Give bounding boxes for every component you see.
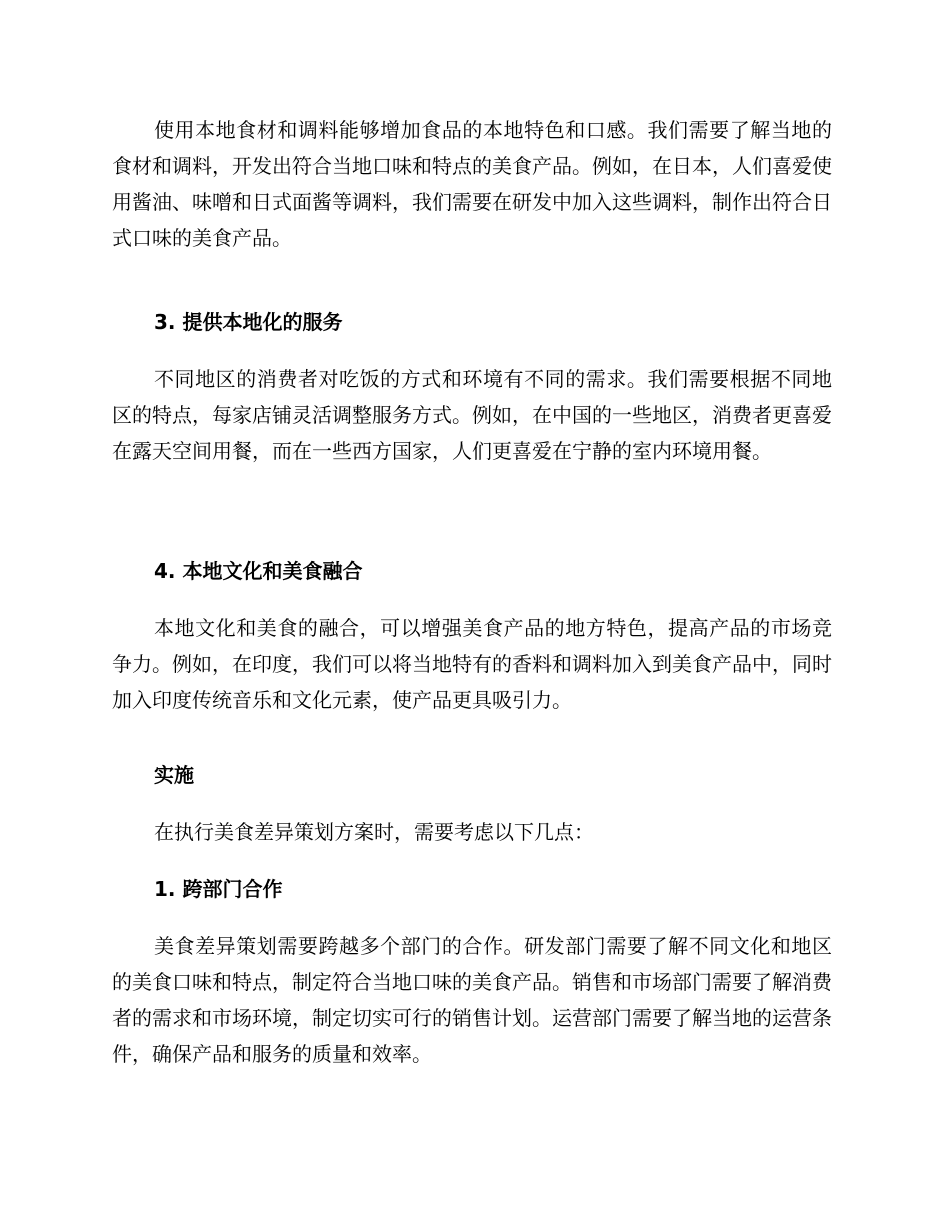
paragraph-local-ingredients: 使用本地食材和调料能够增加食品的本地特色和口感。我们需要了解当地的食材和调料，开发出符合当地口味和特点的美食产品。例如，在日本，人们喜爱使用酱油、味噌和日式面酱等调料，我们需要在研发中加入这些调料，制作出符合日式口味的美食产品。 <box>112 118 832 250</box>
paragraph-cross-department: 美食差异策划需要跨越多个部门的合作。研发部门需要了解不同文化和地区的美食口味和特点，制定符合当地口味的美食产品。销售和市场部门需要了解消费者的需求和市场环境，制定切实可行的销售计划。运营部门需要了解当地的运营条件，确保产品和服务的质量和效率。 <box>112 934 832 1066</box>
paragraph-culture-fusion: 本地文化和美食的融合，可以增强美食产品的地方特色，提高产品的市场竞争力。例如，在印度，我们可以将当地特有的香料和调料加入到美食产品中，同时加入印度传统音乐和文化元素，使产品更具吸引力。 <box>112 616 832 712</box>
heading-culture-fusion: 4. 本地文化和美食融合 <box>154 559 363 583</box>
heading-implementation: 实施 <box>154 763 194 787</box>
heading-cross-department: 1. 跨部门合作 <box>154 877 283 901</box>
paragraph-implementation-intro: 在执行美食差异策划方案时，需要考虑以下几点： <box>154 820 594 844</box>
paragraph-localized-service: 不同地区的消费者对吃饭的方式和环境有不同的需求。我们需要根据不同地区的特点，每家店铺灵活调整服务方式。例如，在中国的一些地区，消费者更喜爱在露天空间用餐，而在一些西方国家，人们更喜爱在宁静的室内环境用餐。 <box>112 367 832 463</box>
heading-localized-service: 3. 提供本地化的服务 <box>154 310 343 334</box>
